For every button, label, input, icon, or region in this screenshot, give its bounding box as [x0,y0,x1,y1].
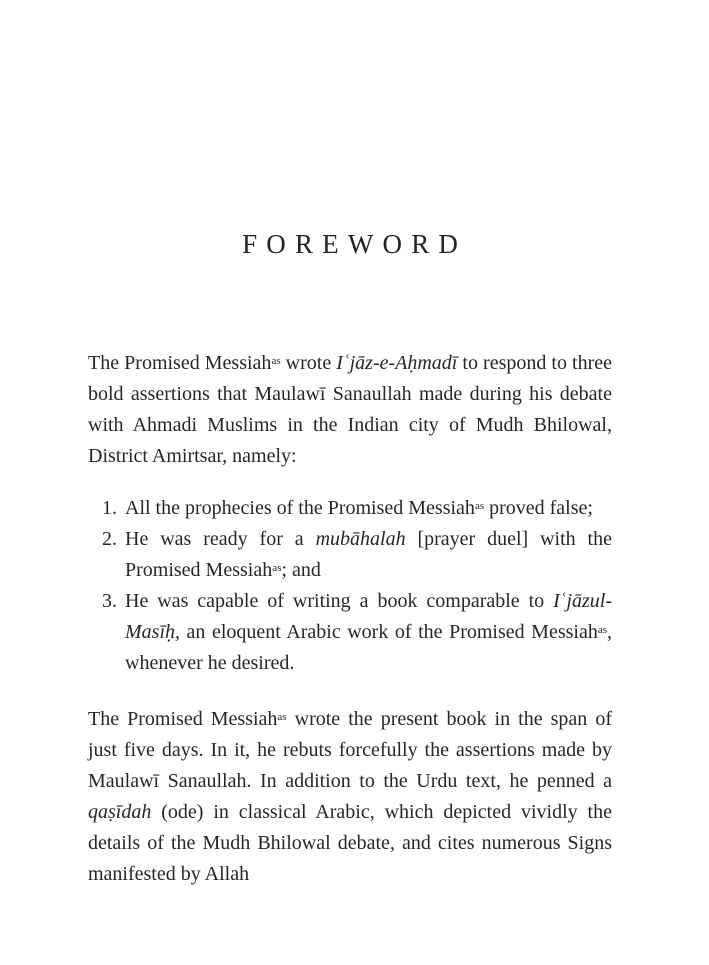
assertion-item [102,524,612,586]
superscript-as: as [597,624,607,637]
italic-term: qaṣīdah [88,801,152,823]
superscript-as: as [474,500,485,513]
foreword-intro-paragraph [88,348,612,472]
list-item-text [125,590,612,674]
assertion-item [102,493,612,524]
italic-term: Iʿjāz-e-Aḥmadī [336,352,458,374]
text-run: [prayer duel] with the Promised Messiah [125,528,612,581]
text-run: wrote the present book in the span of just five days. In it, he rebuts forcefully the assertions made by Maulawī Sanaullah. In addition to the Urdu text, he penned a [88,708,612,792]
text-run: an eloquent Arabic work of the Promised Messiah [180,621,598,643]
list-item-number: 2. [102,528,117,550]
text-run: The Promised Messiah [88,352,272,374]
superscript-as: as [277,711,287,724]
superscript-as: as [271,355,281,368]
text-run: He was ready for a [125,528,316,550]
list-item-number: 3. [102,590,117,612]
text-run: proved false; [484,497,593,519]
page-title: FOREWORD [242,229,468,259]
text-run: to respond to three bold assertions that Maulawī Sanaullah made during his debate with Ahmadi Muslims in the Indian city of Mudh Bhilowal, District Amirtsar, namely: [88,352,613,467]
list-item-number: 1. [102,497,117,519]
text-run: The Promised Messiah [88,708,278,730]
assertion-item [102,586,612,679]
text-run: All the prophecies of the Promised Messiah [125,497,475,519]
text-run: ; and [281,559,321,581]
foreword-closing-paragraph [88,704,612,890]
list-item-text [125,497,593,519]
assertions-list [88,493,612,679]
text-run: He was capable of writing a book comparable to [125,590,554,612]
italic-term: Iʿjāzul-Masīḥ, [125,590,612,643]
text-run: wrote [280,352,337,374]
italic-term: mubāhalah [315,528,406,550]
list-item-text [125,528,612,581]
page-body [88,348,612,890]
superscript-as: as [272,562,282,575]
text-run: (ode) in classical Arabic, which depicted vividly the details of the Mudh Bhilowal debate, and cites numerous Signs manifested by Allah [88,801,612,885]
text-run: , whenever he desired. [125,621,612,674]
